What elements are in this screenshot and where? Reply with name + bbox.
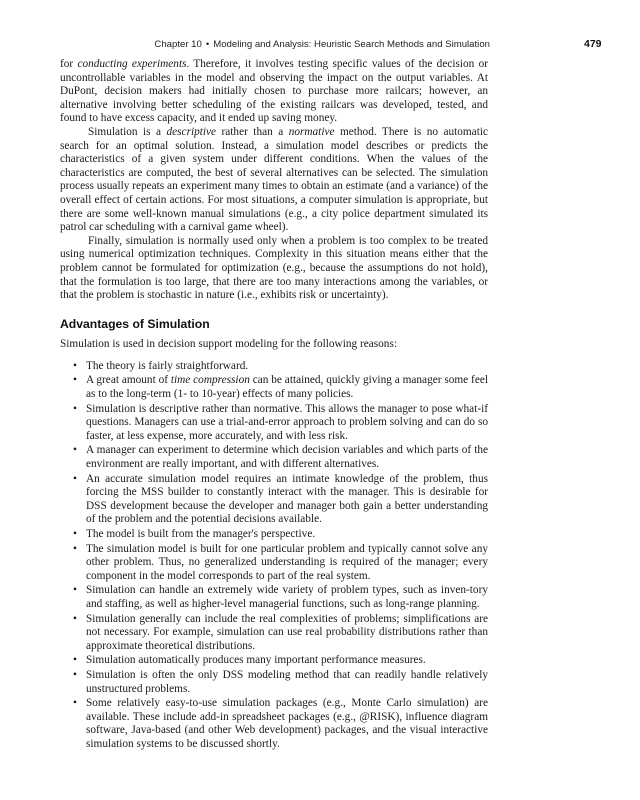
list-item bbox=[73, 528, 488, 542]
list-item bbox=[73, 697, 488, 751]
bullet-glyph: • bbox=[73, 697, 77, 710]
list-item bbox=[73, 444, 488, 471]
list-item bbox=[73, 472, 488, 527]
list-item-text: The model is built from the manager's perspective. bbox=[86, 528, 316, 540]
list-item-text: Simulation generally can include the real complexities of problems; simplifications are not necessary. For example, simulation can use real probability distributions rather than approximate theoretical distributions. bbox=[86, 612, 488, 652]
bullet-glyph: • bbox=[73, 528, 77, 540]
bullet-glyph: • bbox=[73, 584, 77, 597]
reasons-list bbox=[60, 360, 488, 752]
paragraph-2 bbox=[60, 126, 488, 235]
bullet-glyph: • bbox=[73, 612, 77, 625]
section-heading: Advantages of Simulation bbox=[60, 316, 210, 331]
list-item bbox=[73, 374, 488, 401]
header-separator: • bbox=[205, 39, 210, 50]
list-item-emphasis: time compression bbox=[170, 374, 250, 387]
list-item bbox=[73, 402, 488, 444]
p1-text-b: . Therefore, it involves testing specific values of the decision or uncontrollable variables in the model and observing the impact on the output variables. At DuPont, decision makers had initially chosen to purchase more railcars; however, an alternative involving better scheduling of the existing railcars was developed, tested, and found to have excess capacity, and it ended up saving money. bbox=[60, 58, 488, 125]
p2-text-a: Simulation is a bbox=[88, 125, 167, 138]
bullet-glyph: • bbox=[73, 374, 77, 387]
list-item-text: Simulation automatically produces many important performance measures. bbox=[86, 654, 426, 667]
list-item bbox=[73, 542, 488, 584]
p2-emphasis-descriptive: descriptive bbox=[166, 125, 217, 138]
bullet-glyph: • bbox=[73, 359, 77, 372]
running-head bbox=[60, 39, 490, 50]
list-item-text: Simulation is descriptive rather than normative. This allows the manager to pose what-if questions. Managers can use a trial-and-error approach to problem solving and can do so faster, at less expense, more accurately, and with less risk. bbox=[86, 402, 488, 442]
paragraph-1 bbox=[60, 58, 488, 126]
list-item bbox=[73, 359, 488, 374]
list-item-text: The theory is fairly straightforward. bbox=[86, 359, 249, 372]
list-item-text: A great amount of bbox=[86, 374, 171, 387]
body-text bbox=[60, 58, 488, 753]
chapter-label: Chapter 10 bbox=[154, 39, 202, 50]
page-number: 479 bbox=[584, 38, 602, 50]
p2-emphasis-normative: normative bbox=[288, 125, 335, 138]
p1-emphasis: conducting experiments bbox=[77, 58, 187, 70]
bullet-glyph: • bbox=[73, 542, 77, 555]
p2-text-b: rather than a bbox=[216, 125, 289, 138]
bullet-glyph: • bbox=[73, 444, 77, 457]
list-item-text: Simulation can handle an extremely wide variety of problem types, such as inven-tory and staffing, as well as higher-level managerial functions, such as long-range planning. bbox=[86, 584, 488, 610]
list-item-text: An accurate simulation model requires an intimate knowledge of the problem, thus forcing the MSS builder to constantly interact with the manager. This is desirable for DSS development because the developer and manager both gain a better understanding of the problem and the potential decisions available. bbox=[86, 472, 488, 526]
list-item bbox=[73, 654, 488, 668]
bullet-glyph: • bbox=[73, 668, 77, 681]
list-item-text: A manager can experiment to determine which decision variables and which parts of the environment are really important, and with different alternatives. bbox=[86, 444, 488, 471]
p2-text-c: method. There is no automatic search for an optimal solution. Instead, a simulation model describes or predicts the characteristics of a given system under different conditions. When the values of the characteristics are computed, the best of several alternatives can be selected. The simulation process usually repeats an experiment many times to obtain an estimate (and a variance) of the overall effect of certain actions. For most situations, a computer simulation is appropriate, but there are some well-known manual simulations (e.g., a city police department simulated its patrol car scheduling with a carnival game wheel). bbox=[60, 125, 488, 234]
bullet-glyph: • bbox=[73, 654, 77, 667]
p1-text-a: for bbox=[60, 58, 78, 70]
paragraph-3: Finally, simulation is normally used only when a problem is too complex to be treated using numerical optimization techniques. Complexity in this situation means either that the problem cannot be formulated for optimization (e.g., because the assumptions do not hold), that the formulation is too large, that there are too many interactions among the variables, or that the problem is stochastic in nature (i.e., exhibits risk or uncertainty). bbox=[60, 234, 488, 302]
list-item bbox=[73, 612, 488, 654]
list-item-text: can be attained, quickly giving a manager some feel as to the long-term (1- to 10-year) effects of many policies. bbox=[86, 374, 488, 401]
chapter-title: Modeling and Analysis: Heuristic Search Methods and Simulation bbox=[213, 39, 490, 50]
list-item-text: Simulation is often the only DSS modeling method that can readily handle relatively unstructured problems. bbox=[86, 668, 488, 695]
list-item-text: Some relatively easy-to-use simulation packages (e.g., Monte Carlo simulation) are available. These include add-in spreadsheet packages (e.g., @RISK), influence diagram software, Java-based (and other Web development) packages, and the visual interactive simulation systems to be discussed shortly. bbox=[86, 697, 488, 750]
bullet-glyph: • bbox=[73, 472, 77, 485]
list-item-text: The simulation model is built for one particular problem and typically cannot solve any other problem. Thus, no generalized understanding is required of the manager; every component in the model corresponds to part of the real system. bbox=[86, 542, 488, 582]
list-item bbox=[73, 668, 488, 696]
bullet-glyph: • bbox=[73, 402, 77, 415]
section-intro: Simulation is used in decision support modeling for the following reasons: bbox=[60, 338, 397, 351]
list-item bbox=[73, 584, 488, 611]
